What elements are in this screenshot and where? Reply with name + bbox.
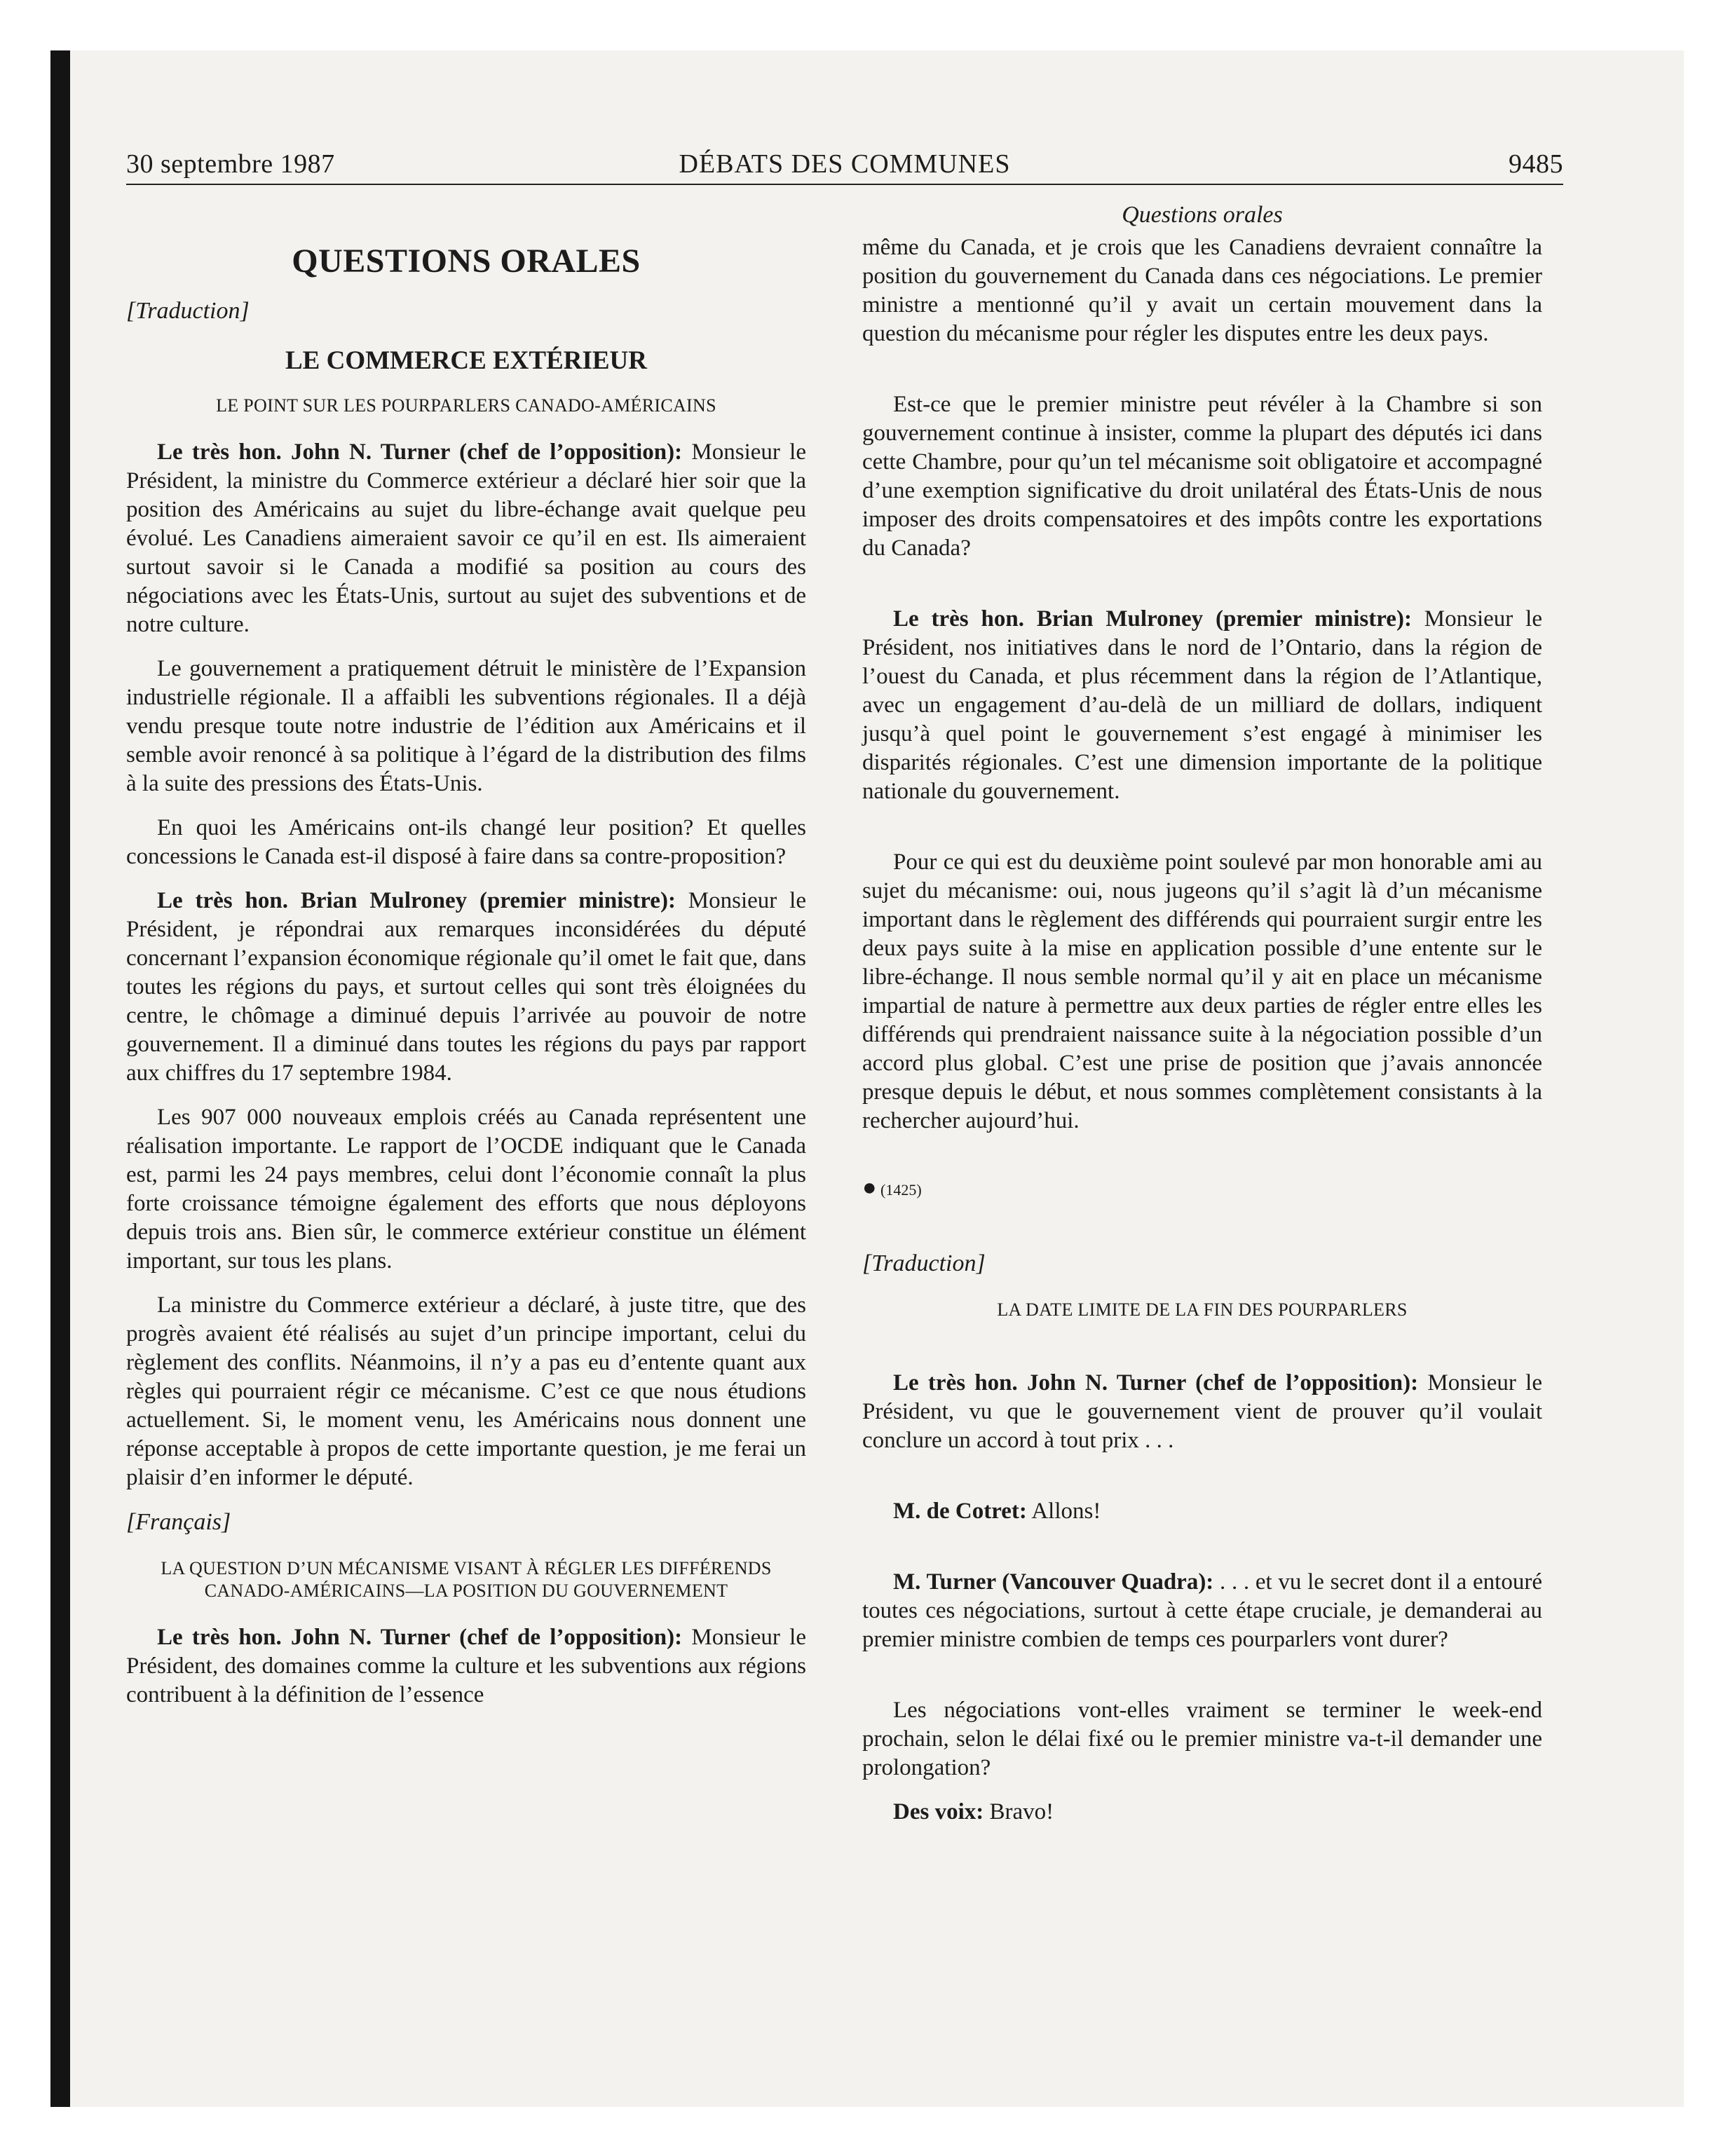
- header-publication: DÉBATS DES COMMUNES: [679, 149, 1011, 179]
- speaker-name: Le très hon. John N. Turner (chef de l’opposition):: [157, 439, 683, 465]
- paragraph: [862, 1798, 1542, 1827]
- paragraph: Le gouvernement a pratiquement détruit le ministère de l’Expansion industrielle régionale. Il a affaibli les subventions régionales. Il a déjà vendu presque toute notre industrie de l’édition aux Américains et il semble avoir renoncé à sa politique à l’égard de la distribution des films à la suite des pressions des États-Unis.: [126, 656, 806, 796]
- speech-text: Monsieur le Président, la ministre du Commerce extérieur a déclaré hier soir que la position des Américains au sujet du libre-échange avait quelque peu évolué. Les Canadiens aimeraient savoir ce qu’il en est. Ils aimeraient surtout savoir si le Canada a modifié sa position au cours des négociations avec les États-Unis, surtout au sujet des subventions et de notre culture.: [126, 439, 806, 637]
- language-tag: [Français]: [126, 1509, 231, 1535]
- paragraph: [126, 438, 806, 639]
- paragraph: En quoi les Américains ont-ils changé leur position? Et quelles concessions le Canada est-il disposé à faire dans sa contre-proposition?: [126, 815, 806, 869]
- speaker-name: Des voix:: [893, 1799, 984, 1824]
- speech-text: Bravo!: [984, 1799, 1054, 1824]
- left-column: [126, 200, 806, 1725]
- paragraph: [862, 1568, 1542, 1654]
- header-date: 30 septembre 1987: [126, 149, 335, 179]
- speech-text: Monsieur le Président, je répondrai aux remarques inconsidérées du député concernant l’expansion économique régionale qu’il omet le fait que, dans toutes les régions du pays, et surtout celles qui sont très éloignées du centre, le chômage a diminué depuis l’arrivée au pouvoir de notre gouvernement. Il a diminué dans toutes les régions du pays par rapport aux chiffres du 17 septembre 1984.: [126, 888, 806, 1086]
- speech-text: Allons!: [1026, 1499, 1101, 1524]
- speech-text: Monsieur le Président, des domaines comme la culture et les subventions aux régions contribuent à la définition de l’essence: [126, 1625, 806, 1707]
- paragraph: [862, 1369, 1542, 1455]
- paragraph: La ministre du Commerce extérieur a déclaré, à juste titre, que des progrès avaient été réalisés au sujet d’un principe important, celui du règlement des conflits. Néanmoins, il n’y a pas eu d’entente quant aux règles qui pourraient régir ce mécanisme. C’est ce que nous étudions actuellement. Si, le moment venu, les Américains nous donnent une réponse acceptable à propos de cette importante question, je me ferai un plaisir d’en informer le député.: [126, 1292, 806, 1490]
- translation-tag: [Traduction]: [126, 298, 250, 324]
- paragraph: Pour ce qui est du deuxième point soulevé par mon honorable ami au sujet du mécanisme: oui, nous jugeons qu’il s’agit là d’un mécanisme important dans le règlement des différends qui pourraient surgir entre les deux pays suite à la mise en application possible d’une entente sur le libre-échange. Il nous semble normal qu’il y ait en place un mécanisme impartial de nature à permettre aux deux parties de régler entre elles les différends qui prendraient naissance suite à la négociation possible d’un accord plus global. C’est une prise de position que j’avais annoncée presque depuis le début, et nous sommes complètement consistants à la rechercher aujourd’hui.: [862, 850, 1542, 1133]
- header-page-number: 9485: [1509, 149, 1563, 179]
- time-marker: [862, 1173, 1542, 1204]
- speech-text: Monsieur le Président, nos initiatives dans le nord de l’Ontario, dans la région de l’ouest du Canada, et plus récemment dans la région de l’Atlantique, avec un engagement d’au-delà de un milliard de dollars, indiquent jusqu’à quel point le gouvernement s’est engagé à minimiser les disparités régionales. C’est une dimension importante de la politique nationale du gouvernement.: [862, 606, 1542, 804]
- subtopic-heading: LE POINT SUR LES POURPARLERS CANADO-AMÉRICAINS: [216, 395, 716, 416]
- speech-text: . . . et vu le secret dont il a entouré toutes ces négociations, surtout à cette étape cruciale, je demanderai au premier ministre combien de temps ces pourparlers vont durer?: [862, 1569, 1542, 1652]
- time-stamp: (1425): [880, 1181, 922, 1199]
- speaker-name: Le très hon. John N. Turner (chef de l’opposition):: [893, 1370, 1419, 1396]
- right-column: [862, 200, 1542, 1842]
- running-head: Questions orales: [1122, 202, 1283, 228]
- bullet-icon: ●: [862, 1175, 877, 1201]
- topic-heading: LE COMMERCE EXTÉRIEUR: [285, 346, 647, 375]
- paragraph: [862, 1497, 1542, 1526]
- paragraph: même du Canada, et je crois que les Canadiens devraient connaître la position du gouvernement du Canada dans ces négociations. Le premier ministre a mentionné qu’il y avait un certain mouvement dans la question du mécanisme pour régler les disputes entre les deux pays.: [862, 235, 1542, 346]
- page-header: [126, 149, 1563, 184]
- paragraph: [862, 605, 1542, 806]
- binding-edge: [50, 50, 70, 2107]
- paragraph: Les 907 000 nouveaux emplois créés au Canada représentent une réalisation importante. Le rapport de l’OCDE indiquant que le Canada est, parmi les 24 pays membres, celui dont l’économie connaît la plus forte croissance témoigne également des efforts que nous déployons depuis trois ans. Bien sûr, le commerce extérieur constitue un élément important, sur tous les plans.: [126, 1105, 806, 1274]
- subtopic-heading: LA DATE LIMITE DE LA FIN DES POURPARLERS: [997, 1299, 1408, 1320]
- speaker-name: Le très hon. Brian Mulroney (premier ministre):: [157, 888, 676, 913]
- paragraph: [126, 887, 806, 1088]
- section-title: QUESTIONS ORALES: [292, 243, 641, 280]
- speaker-name: Le très hon. Brian Mulroney (premier ministre):: [893, 606, 1412, 632]
- paragraph: Les négociations vont-elles vraiment se terminer le week-end prochain, selon le délai fixé ou le premier ministre va-t-il demander une prolongation?: [862, 1698, 1542, 1780]
- speech-text: Monsieur le Président, vu que le gouvernement vient de prouver qu’il voulait conclure un accord à tout prix . . .: [862, 1370, 1542, 1453]
- speaker-name: M. de Cotret:: [893, 1499, 1027, 1524]
- speaker-name: Le très hon. John N. Turner (chef de l’opposition):: [157, 1625, 683, 1650]
- speaker-name: M. Turner (Vancouver Quadra):: [893, 1569, 1214, 1595]
- header-rule: [126, 184, 1563, 185]
- subtopic-heading: LA QUESTION D’UN MÉCANISME VISANT À RÉGLER LES DIFFÉRENDS CANADO-AMÉRICAINS—LA POSITION DU GOUVERNEMENT: [161, 1558, 772, 1601]
- paragraph: Est-ce que le premier ministre peut révéler à la Chambre si son gouvernement continue à insister, comme la plupart des députés ici dans cette Chambre, pour qu’un tel mécanisme soit obligatoire et accompagné d’une exemption significative du droit unilatéral des États-Unis de nous imposer des droits compensatoires et des impôts contre les exportations du Canada?: [862, 392, 1542, 561]
- paragraph: [126, 1623, 806, 1710]
- translation-tag: [Traduction]: [862, 1250, 986, 1276]
